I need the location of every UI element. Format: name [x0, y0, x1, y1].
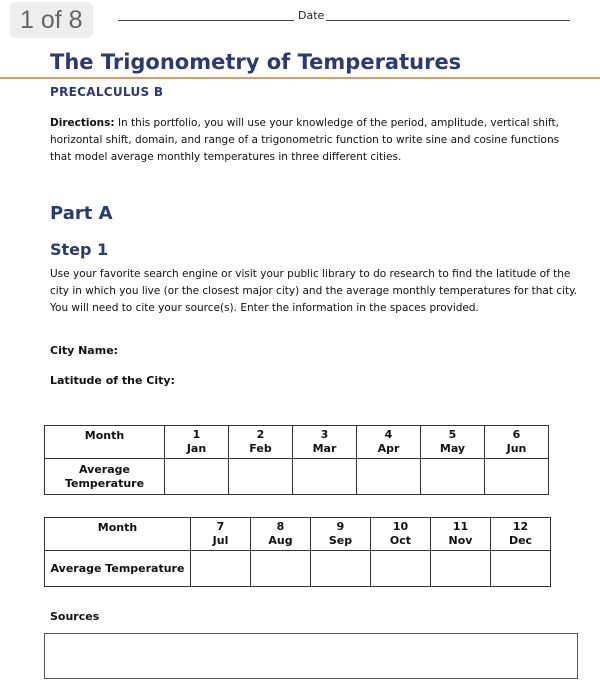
month-number: 6	[512, 428, 521, 441]
sources-label: Sources	[50, 610, 100, 623]
month-number: 12	[512, 520, 529, 533]
temperature-input-cell[interactable]	[371, 551, 431, 587]
latitude-label: Latitude of the City:	[50, 374, 175, 387]
page-title: The Trigonometry of Temperatures	[50, 50, 462, 74]
page-counter: 1 of 8	[10, 2, 93, 38]
month-cell	[421, 426, 485, 459]
month-abbr: Apr	[377, 442, 400, 455]
average-temperature-header: Average Temperature	[45, 551, 191, 587]
temperature-input-cell[interactable]	[491, 551, 551, 587]
month-cell	[431, 518, 491, 551]
temperature-input-cell[interactable]	[191, 551, 251, 587]
month-abbr: Mar	[312, 442, 337, 455]
month-number: 5	[448, 428, 457, 441]
month-cell	[357, 426, 421, 459]
temperature-input-cell[interactable]	[251, 551, 311, 587]
temperature-input-cell[interactable]	[229, 459, 293, 495]
month-row	[45, 426, 549, 459]
temperature-row	[45, 459, 549, 495]
directions-label: Directions:	[50, 117, 115, 129]
temperature-row	[45, 551, 551, 587]
temperature-table-jul-dec	[44, 517, 551, 587]
part-heading: Part A	[50, 203, 113, 224]
month-number: 2	[256, 428, 265, 441]
date-label: Date	[298, 9, 325, 22]
month-abbr: May	[439, 442, 466, 455]
month-number: 11	[452, 520, 469, 533]
month-abbr: Sep	[328, 534, 353, 547]
month-abbr: Aug	[268, 534, 293, 547]
step-instructions: Use your favorite search engine or visit your public library to do research to find the latitude of the city in which you live (or the closest major city) and the average monthly temperatures for that city. You will need to cite your source(s). Enter the information in the spaces provided.	[50, 268, 578, 314]
month-abbr: Jan	[186, 442, 207, 455]
month-abbr: Jun	[506, 442, 527, 455]
month-abbr: Feb	[249, 442, 272, 455]
month-abbr: Jul	[212, 534, 229, 547]
average-temperature-header: Average Temperature	[45, 459, 165, 495]
temperature-input-cell[interactable]	[431, 551, 491, 587]
directions-text: In this portfolio, you will use your knowledge of the period, amplitude, vertical shift, horizontal shift, domain, and range of a trigonometric function to write sine and cosine functions that model average monthly temperatures in three different cities.	[50, 117, 560, 163]
month-header: Month	[45, 518, 191, 551]
course-subtitle: PRECALCULUS B	[50, 85, 164, 99]
month-cell	[191, 518, 251, 551]
month-number: 4	[384, 428, 393, 441]
month-cell	[293, 426, 357, 459]
temperature-input-cell[interactable]	[357, 459, 421, 495]
city-name-label: City Name:	[50, 344, 119, 357]
sources-input-box[interactable]	[44, 633, 578, 679]
month-number: 3	[320, 428, 329, 441]
date-line	[326, 20, 570, 21]
month-cell	[491, 518, 551, 551]
month-cell	[485, 426, 549, 459]
month-row	[45, 518, 551, 551]
month-number: 9	[336, 520, 345, 533]
month-cell	[371, 518, 431, 551]
temperature-input-cell[interactable]	[293, 459, 357, 495]
top-bar	[0, 0, 600, 44]
month-cell	[251, 518, 311, 551]
temperature-input-cell[interactable]	[165, 459, 229, 495]
month-cell	[311, 518, 371, 551]
temperature-table-jan-jun	[44, 425, 549, 495]
month-number: 1	[192, 428, 201, 441]
month-cell	[165, 426, 229, 459]
month-cell	[229, 426, 293, 459]
temperature-input-cell[interactable]	[485, 459, 549, 495]
name-line	[118, 20, 294, 21]
month-number: 7	[216, 520, 225, 533]
step-heading: Step 1	[50, 240, 109, 259]
temperature-input-cell[interactable]	[421, 459, 485, 495]
month-abbr: Nov	[448, 534, 473, 547]
directions-paragraph	[50, 115, 580, 166]
month-number: 10	[392, 520, 409, 533]
month-header: Month	[45, 426, 165, 459]
month-abbr: Dec	[508, 534, 533, 547]
temperature-input-cell[interactable]	[311, 551, 371, 587]
month-abbr: Oct	[389, 534, 412, 547]
month-number: 8	[276, 520, 285, 533]
title-rule	[0, 77, 600, 79]
